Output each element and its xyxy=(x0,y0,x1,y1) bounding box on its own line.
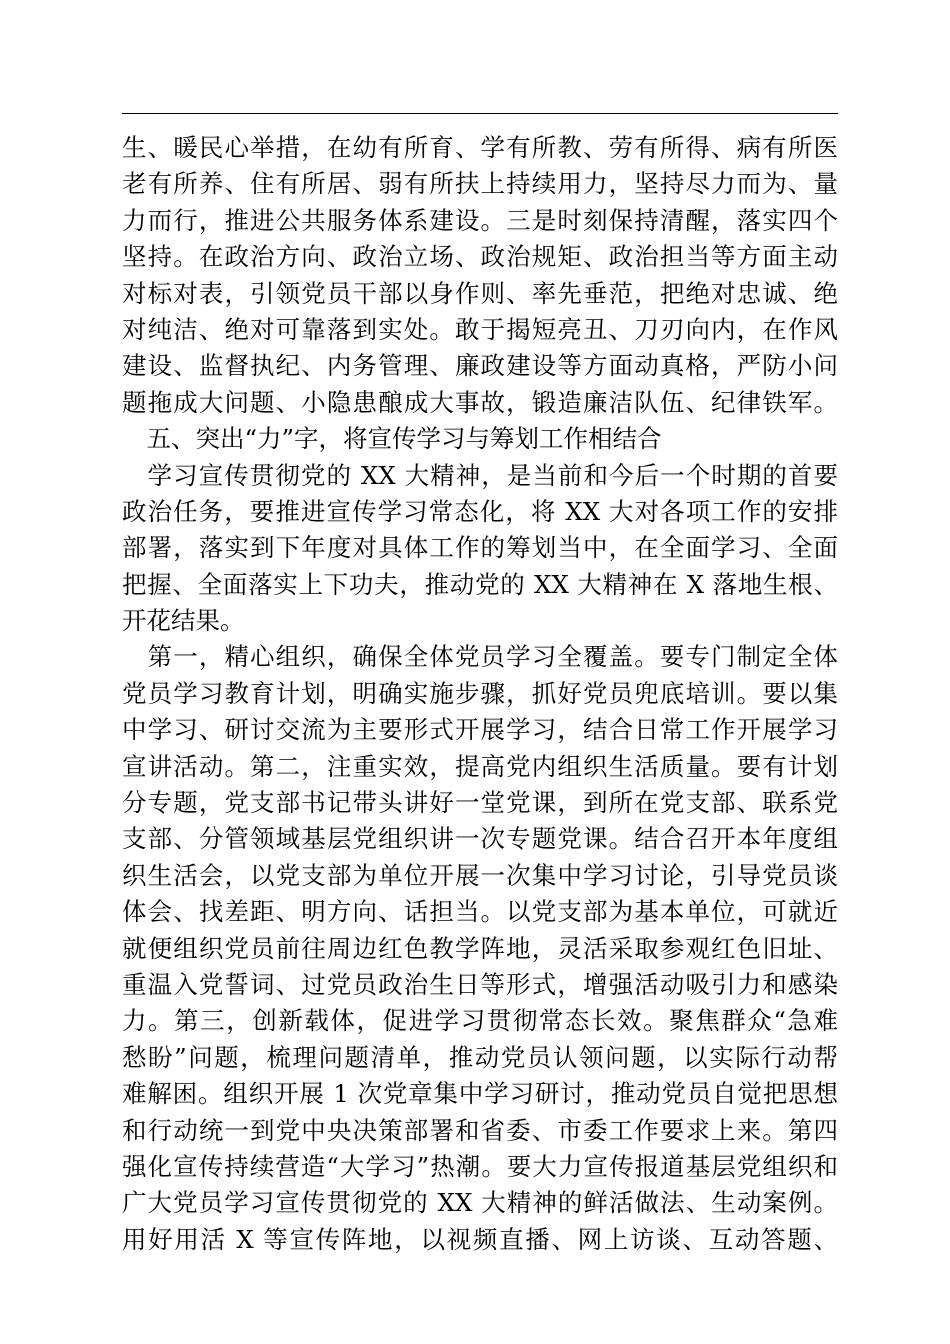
text-line: 中学习、研讨交流为主要形式开展学习，结合日常工作开展学习 xyxy=(122,715,838,745)
text-line: 重温入党誓词、过党员政治生日等形式，增强活动吸引力和感染 xyxy=(122,969,838,999)
text-line: 第一，精心组织，确保全体党员学习全覆盖。要专门制定全体 xyxy=(122,642,838,672)
document-body xyxy=(122,130,838,1258)
text-line: 学习宣传贯彻党的 XX 大精神，是当前和今后一个时期的首要 xyxy=(122,460,838,490)
text-line: 力。第三，创新载体，促进学习贯彻常态长效。聚焦群众“急难 xyxy=(122,1006,838,1036)
text-line: 部署，落实到下年度对具体工作的筹划当中，在全面学习、全面 xyxy=(122,533,838,563)
text-line: 建设、监督执纪、内务管理、廉政建设等方面动真格，严防小问 xyxy=(122,351,838,381)
header-rule xyxy=(122,113,838,114)
text-line: 分专题，党支部书记带头讲好一堂党课，到所在党支部、联系党 xyxy=(122,788,838,818)
text-line: 开花结果。 xyxy=(122,606,245,636)
text-line: 把握、全面落实上下功夫，推动党的 XX 大精神在 X 落地生根、 xyxy=(122,569,838,599)
text-line: 生、暖民心举措，在幼有所育、学有所教、劳有所得、病有所医 xyxy=(122,133,838,162)
text-line: 宣讲活动。第二，注重实效，提高党内组织生活质量。要有计划 xyxy=(122,751,838,781)
text-line: 支部、分管领域基层党组织讲一次专题党课。结合召开本年度组 xyxy=(122,824,838,854)
text-line: 强化宣传持续营造“大学习”热潮。要大力宣传报道基层党组织和 xyxy=(122,1151,838,1181)
text-line: 和行动统一到党中央决策部署和省委、市委工作要求上来。第四 xyxy=(122,1115,838,1145)
text-line: 织生活会，以党支部为单位开展一次集中学习讨论，引导党员谈 xyxy=(122,860,838,890)
text-line: 对标对表，引领党员干部以身作则、率先垂范，把绝对忠诚、绝 xyxy=(122,278,838,308)
text-line: 愁盼”问题，梳理问题清单，推动党员认领问题，以实际行动帮 xyxy=(122,1042,838,1072)
text-line: 题拖成大问题、小隐患酿成大事故，锻造廉洁队伍、纪律铁军。 xyxy=(122,387,838,417)
text-line: 对纯洁、绝对可靠落到实处。敢于揭短亮丑、刀刃向内，在作风 xyxy=(122,314,838,344)
text-line: 体会、找差距、明方向、话担当。以党支部为基本单位，可就近 xyxy=(122,897,838,927)
text-line: 广大党员学习宣传贯彻党的 XX 大精神的鲜活做法、生动案例。 xyxy=(122,1188,838,1218)
text-line: 党员学习教育计划，明确实施步骤，抓好党员兜底培训。要以集 xyxy=(122,678,838,708)
text-line: 五、突出“力”字，将宣传学习与筹划工作相结合 xyxy=(122,424,662,454)
text-line: 政治任务，要推进宣传学习常态化，将 XX 大对各项工作的安排 xyxy=(122,496,838,526)
text-line: 就便组织党员前往周边红色教学阵地，灵活采取参观红色旧址、 xyxy=(122,933,838,963)
text-line: 坚持。在政治方向、政治立场、政治规矩、政治担当等方面主动 xyxy=(122,242,838,272)
text-line: 用好用活 X 等宣传阵地，以视频直播、网上访谈、互动答题、 xyxy=(122,1224,838,1254)
text-line: 力而行，推进公共服务体系建设。三是时刻保持清醒，落实四个 xyxy=(122,205,838,235)
text-line: 老有所养、住有所居、弱有所扶上持续用力，坚持尽力而为、量 xyxy=(122,169,838,199)
text-line: 难解困。组织开展 1 次党章集中学习研讨，推动党员自觉把思想 xyxy=(122,1079,838,1109)
